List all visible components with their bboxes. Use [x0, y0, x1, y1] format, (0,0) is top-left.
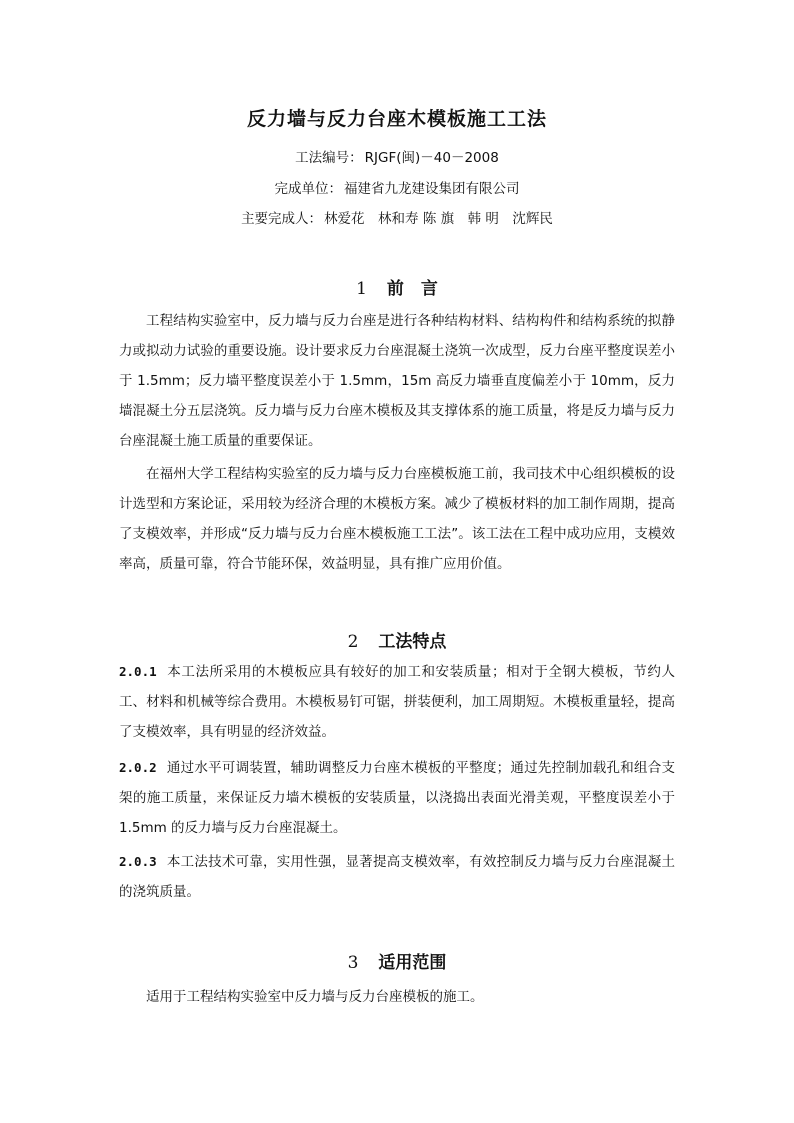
section-title: 适用范围: [378, 953, 447, 973]
section-heading-2: [0, 627, 794, 652]
clause-number: 2.0.2: [119, 760, 157, 775]
method-code-value: RJGF(闽)－40－2008: [364, 150, 499, 166]
completing-unit-value: 福建省九龙建设集团有限公司: [344, 181, 520, 197]
section-heading-3: [0, 948, 794, 973]
main-contributors-value: 林爱花 林和寿 陈 旗 韩 明 沈辉民: [324, 211, 553, 227]
paragraph: 适用于工程结构实验室中反力墙与反力台座模板的施工。: [146, 989, 484, 1005]
clause-text: 本工法技术可靠，实用性强，显著提高支模效率，有效控制反力墙与反力台座混凝土的浇筑质量。: [119, 854, 675, 900]
clause-item: [119, 847, 675, 907]
method-code: [0, 146, 794, 166]
section-number: 1: [356, 279, 367, 299]
section-heading-1: [0, 274, 794, 299]
completing-unit-label: 完成单位：: [274, 181, 342, 197]
paragraph: 在福州大学工程结构实验室的反力墙与反力台座模板施工前，我司技术中心组织模板的设计选型和方案论证，采用较为经济合理的木模板方案。减少了模板材料的加工制作周期，提高了支模效率，并形成“反力墙与反力台座木模板施工工法”。该工法在工程中成功应用，支模效率高，质量可靠，符合节能环保，效益明显，具有推广应用价值。: [119, 466, 675, 572]
completing-unit: [0, 177, 794, 197]
clause-text: 本工法所采用的木模板应具有较好的加工和安装质量；相对于全钢大模板，节约人工、材料和机械等综合费用。木模板易钉可锯，拼装便利，加工周期短。木模板重量轻，提高了支模效率，具有明显的经济效益。: [119, 664, 675, 740]
clause-number: 2.0.1: [119, 664, 157, 679]
main-contributors-label: 主要完成人：: [241, 211, 323, 227]
section-title: 工法特点: [378, 632, 447, 652]
method-code-label: 工法编号：: [295, 150, 363, 166]
section-number: 3: [347, 953, 359, 973]
section-number: 2: [347, 632, 359, 652]
clause-number: 2.0.3: [119, 854, 157, 869]
document-title: 反力墙与反力台座木模板施工工法: [246, 108, 547, 130]
clause-item: [119, 657, 675, 747]
paragraph: 工程结构实验室中，反力墙与反力台座是进行各种结构材料、结构构件和结构系统的拟静力或拟动力试验的重要设施。设计要求反力台座混凝土浇筑一次成型，反力台座平整度误差小于 1.5mm；反力墙平整度误差小于 1.5mm，15m 高反力墙垂直度偏差小于 10mm，反力墙混凝土分五层浇筑。反力墙与反力台座木模板及其支撑体系的施工质量，将是反力墙与反力台座混凝土施工质量的重要保证。: [119, 313, 675, 449]
clause-item: [119, 753, 675, 843]
section-title: 前 言: [386, 279, 438, 299]
main-contributors: [0, 207, 794, 227]
clause-text: 通过水平可调装置，辅助调整反力台座木模板的平整度；通过先控制加载孔和组合支架的施工质量，来保证反力墙木模板的安装质量，以浇捣出表面光滑美观，平整度误差小于 1.5mm 的反力墙与反力台座混凝土。: [119, 760, 675, 836]
